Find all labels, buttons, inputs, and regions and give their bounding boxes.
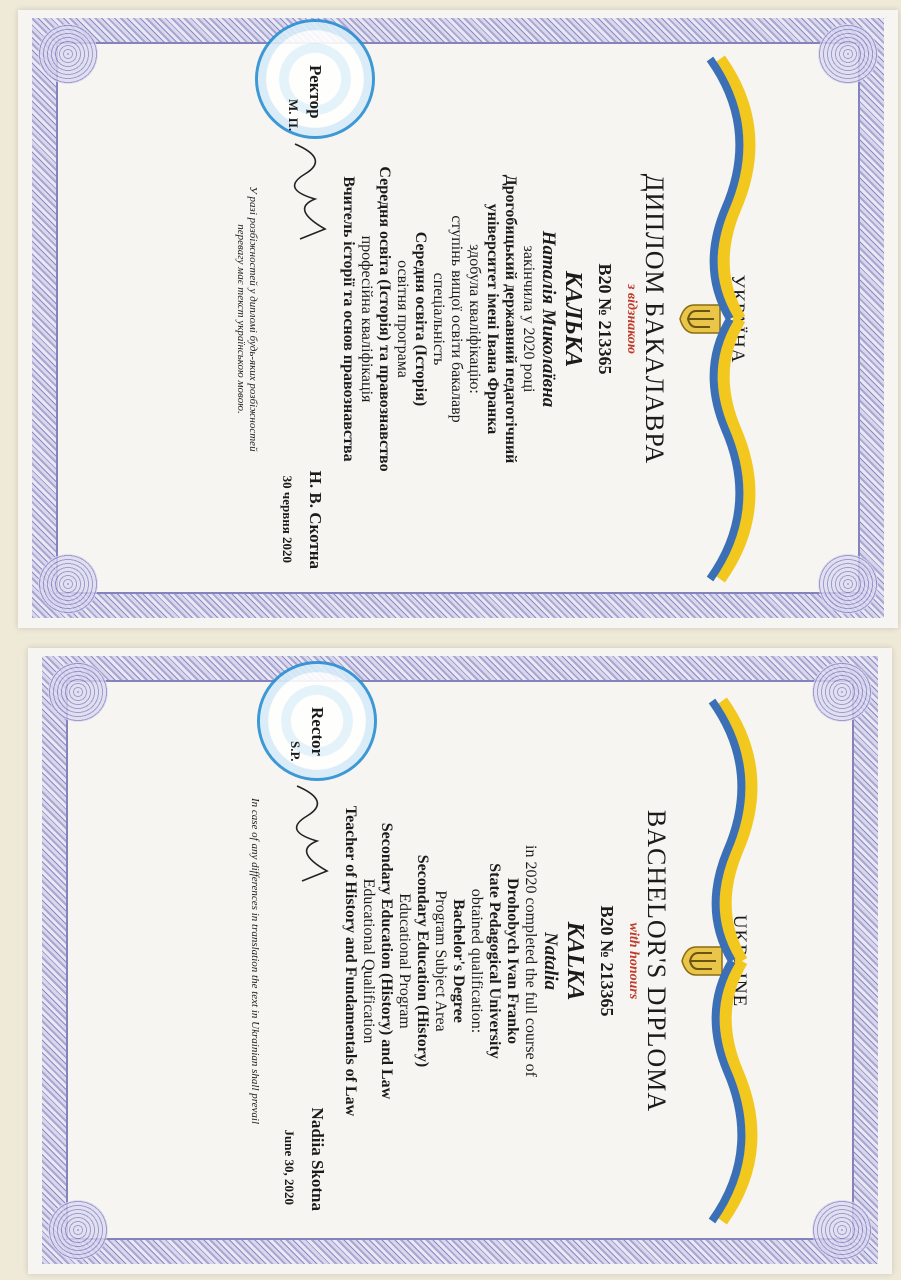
degree-text: ступінь вищої освіти бакалавр [448,215,465,423]
program-label: Educational Program [396,893,413,1029]
corner-ornament [812,1200,872,1260]
footnote-line-1: У разі розбіжностей у дипломі будь-яких розбіжностей [247,186,259,452]
corner-ornament [818,554,878,614]
ribbon-icon [692,681,782,1241]
honours-label: with honours [626,922,641,1000]
diploma-ukrainian [18,10,898,628]
stamp-place-label: S.P. [288,741,303,762]
rector-name: Nadiia Skotna [308,1107,327,1211]
program-value: Secondary Education (History) and Law [378,822,395,1100]
qualification-label: Educational Qualification [360,878,377,1044]
corner-ornament [48,1200,108,1260]
issue-date: June 30, 2020 [282,1129,297,1205]
footnote-line-2: перевагу має текст українською мовою. [235,224,247,414]
ribbon-icon [690,39,780,599]
signature-row [280,39,325,599]
university-line-2: університет імені Івана Франка [484,203,501,435]
degree-text: Bachelor's Degree [450,899,467,1023]
stamp-place-label: М. П. [286,99,301,132]
signature-row [282,681,327,1241]
rector-label: Ректор [306,65,325,119]
obtained-text: obtained qualification: [468,888,485,1034]
diploma-title: ДИПЛОМ БАКАЛАВРА [640,173,669,465]
qualification-label: професійна кваліфікація [358,235,375,403]
university-line-1: Дрогобицький державний педагогічний [502,174,519,464]
honours-label: з відзнакою [624,283,639,355]
diploma-title: BACHELOR'S DIPLOMA [642,809,671,1113]
obtained-text: здобула кваліфікацію: [466,244,483,394]
country-label: УКРАЇНА [727,274,748,364]
country-label: UKRAINE [729,914,750,1008]
corner-ornament [38,554,98,614]
graduate-given-names: Natalia [540,931,561,991]
university-line-2: State Pedagogical University [486,863,503,1059]
signature-icon [287,781,337,891]
specialty-label: Program Subject Area [432,890,449,1032]
corner-ornament [818,24,878,84]
qualification-value: Вчитель історії та основ правознавства [340,176,357,462]
specialty-value: Середня освіта (Історія) [412,231,429,407]
rector-name: Н. В. Скотна [306,470,325,569]
specialty-value: Secondary Education (History) [414,854,431,1068]
graduate-given-names: Наталія Миколаївна [538,230,559,408]
issue-date: 30 червня 2020 [280,475,295,563]
diploma-number: B20 № 213365 [597,905,617,1017]
graduate-surname: КАЛЬКА [560,270,586,368]
signature-icon [285,139,335,249]
completed-text: in 2020 completed the full course of [522,845,539,1077]
diploma-text [100,681,820,1241]
specialty-label: спеціальність [430,272,447,366]
university-line-1: Drohobych Ivan Franko [504,878,521,1044]
program-value: Середня освіта (Історія) та правознавство [376,166,393,472]
diploma-text [98,39,818,599]
corner-ornament [812,662,872,722]
corner-ornament [48,662,108,722]
diploma-number: В20 № 213365 [595,263,615,375]
corner-ornament [38,24,98,84]
diploma-english [28,648,892,1274]
footnote-line-1: In case of any differences in translation the text in Ukrainian shall prevail [249,797,261,1125]
program-label: освітня програма [394,260,411,378]
completed-text: закінчила у 2020 році [520,245,537,393]
rector-label: Rector [308,707,327,757]
qualification-value: Teacher of History and Fundamentals of Law [342,805,359,1117]
graduate-surname: KALKA [562,921,588,1001]
